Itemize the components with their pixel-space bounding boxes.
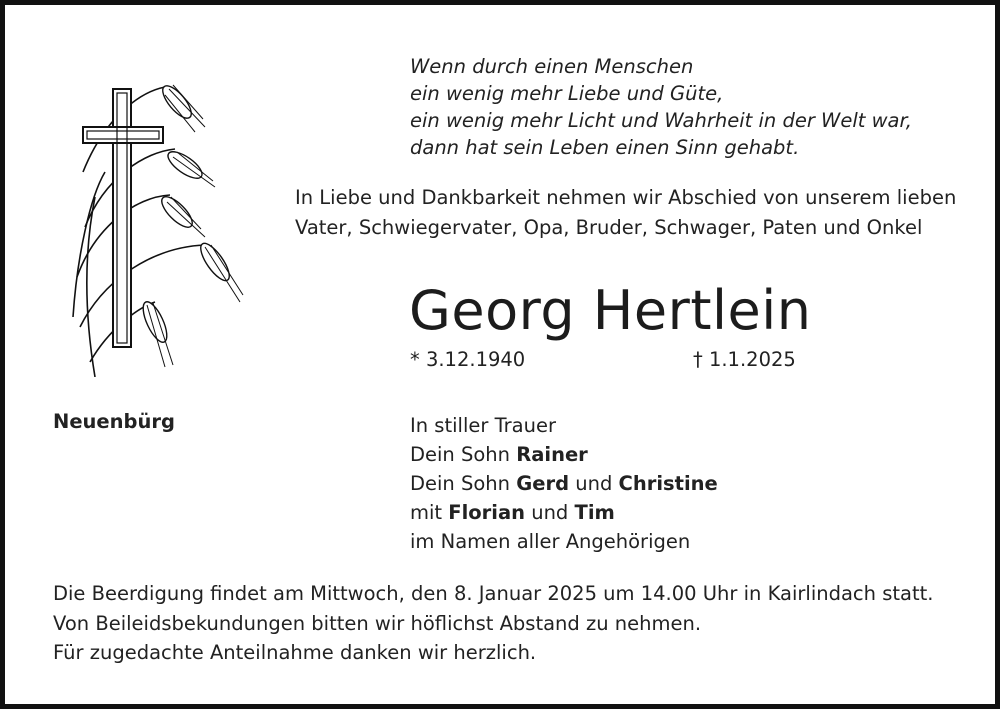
intro-text bbox=[295, 183, 956, 243]
mourner-relation: Dein Sohn bbox=[410, 472, 517, 495]
funeral-notice bbox=[53, 579, 933, 668]
mourner-line bbox=[410, 469, 718, 498]
cross-with-wheat-icon bbox=[65, 77, 255, 377]
mourner-line bbox=[410, 440, 718, 469]
mourners-list bbox=[410, 411, 718, 556]
mourner-relation: mit bbox=[410, 501, 449, 524]
place-name: Neuenbürg bbox=[53, 410, 175, 433]
birth-date: * 3.12.1940 bbox=[410, 348, 526, 371]
mourner-name: Christine bbox=[618, 472, 718, 495]
intro-line: In Liebe und Dankbarkeit nehmen wir Abschied von unserem lieben bbox=[295, 186, 957, 209]
mourner-conjunction: und bbox=[569, 472, 619, 495]
mourner-name: Tim bbox=[574, 501, 615, 524]
mourner-line bbox=[410, 498, 718, 527]
poem-line: Wenn durch einen Menschen bbox=[410, 55, 694, 78]
deceased-name: Georg Hertlein bbox=[409, 279, 812, 342]
funeral-line: Von Beileidsbekundungen bitten wir höflichst Abstand zu nehmen. bbox=[53, 611, 702, 635]
poem bbox=[410, 53, 912, 161]
mourners-heading: In stiller Trauer bbox=[410, 414, 556, 437]
funeral-line: Die Beerdigung findet am Mittwoch, den 8. Januar 2025 um 14.00 Uhr in Kairlindach statt. bbox=[53, 582, 934, 605]
mourner-name: Florian bbox=[448, 501, 526, 524]
death-date: † 1.1.2025 bbox=[693, 348, 796, 371]
funeral-line: Für zugedachte Anteilnahme danken wir herzlich. bbox=[53, 641, 537, 664]
mourner-conjunction: und bbox=[525, 501, 575, 524]
mourner-relation: Dein Sohn bbox=[410, 443, 517, 466]
poem-line: ein wenig mehr Liebe und Güte, bbox=[410, 82, 724, 105]
poem-line: dann hat sein Leben einen Sinn gehabt. bbox=[410, 136, 800, 159]
poem-line: ein wenig mehr Licht und Wahrheit in der Welt war, bbox=[410, 109, 912, 132]
intro-line: Vater, Schwiegervater, Opa, Bruder, Schwager, Paten und Onkel bbox=[295, 216, 923, 239]
mourner-name: Gerd bbox=[516, 472, 570, 495]
mourners-closing: im Namen aller Angehörigen bbox=[410, 530, 691, 553]
mourner-name: Rainer bbox=[516, 443, 588, 466]
